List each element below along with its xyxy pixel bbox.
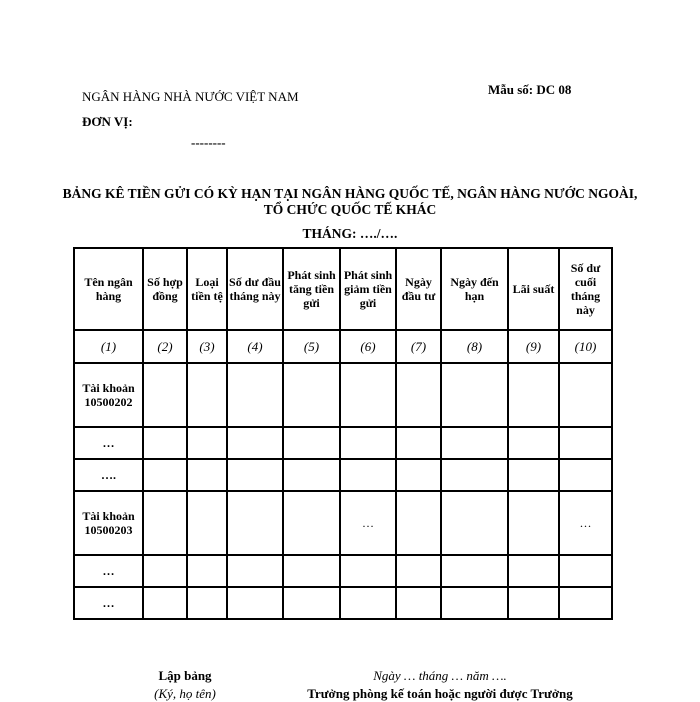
table-cell: [227, 459, 283, 491]
prepared-by-block: [130, 668, 240, 702]
table-cell: [143, 555, 187, 587]
table-cell: [283, 491, 340, 555]
table-cell: [227, 555, 283, 587]
table-cell: [559, 587, 612, 619]
table-cell: [187, 587, 227, 619]
table-cell: [187, 491, 227, 555]
column-number: (10): [559, 330, 612, 363]
column-number: (9): [508, 330, 559, 363]
chief-accountant-label: Trưởng phòng kế toán hoặc người được Trưởng: [307, 686, 573, 701]
bank-name-cell: …: [74, 587, 143, 619]
month-line: THÁNG: …./….: [302, 226, 398, 241]
table-row: [74, 427, 612, 459]
table-cell: [227, 587, 283, 619]
table-cell: [143, 459, 187, 491]
column-header: Loại tiền tệ: [187, 248, 227, 330]
table-row: [74, 587, 612, 619]
table-cell: [508, 555, 559, 587]
bank-name-cell: ….: [74, 459, 143, 491]
column-number: (3): [187, 330, 227, 363]
table-cell: [283, 363, 340, 427]
column-header: Phát sinh giảm tiền gửi: [340, 248, 396, 330]
table-cell: [340, 459, 396, 491]
table-cell: [508, 459, 559, 491]
table-cell: [187, 459, 227, 491]
column-header: Ngày đầu tư: [396, 248, 441, 330]
column-header: Số hợp đồng: [143, 248, 187, 330]
separator-dashes: --------: [191, 135, 226, 150]
table-cell: [187, 363, 227, 427]
column-header: Số dư đầu tháng này: [227, 248, 283, 330]
table-cell: [441, 459, 508, 491]
column-header: Lãi suất: [508, 248, 559, 330]
table-cell: [283, 555, 340, 587]
column-number: (2): [143, 330, 187, 363]
table-cell: [396, 363, 441, 427]
form-number: Mẫu số: DC 08: [488, 82, 572, 97]
table-cell: [508, 491, 559, 555]
table-cell: [227, 427, 283, 459]
column-number: (1): [74, 330, 143, 363]
table-cell: [508, 587, 559, 619]
table-cell: [143, 427, 187, 459]
approval-block: [290, 668, 590, 702]
column-number: (8): [441, 330, 508, 363]
table-cell: [143, 363, 187, 427]
table-cell: [227, 491, 283, 555]
unit-label: ĐƠN VỊ:: [82, 114, 133, 129]
bank-name-cell: Tài khoản 10500202: [74, 363, 143, 427]
column-number: (6): [340, 330, 396, 363]
table-cell: [396, 555, 441, 587]
deposit-table: [73, 247, 613, 620]
table-cell: [187, 555, 227, 587]
table-cell: [441, 427, 508, 459]
column-number: (7): [396, 330, 441, 363]
table-cell: [508, 363, 559, 427]
table-cell: [340, 363, 396, 427]
organization-name: NGÂN HÀNG NHÀ NƯỚC VIỆT NAM: [82, 89, 299, 104]
table-cell: [396, 427, 441, 459]
sign-note: (Ký, họ tên): [154, 686, 216, 701]
document-title: BẢNG KÊ TIỀN GỬI CÓ KỲ HẠN TẠI NGÂN HÀNG QUỐC TẾ, NGÂN HÀNG NƯỚC NGOÀI, TỔ CHỨC QUỐC TẾ KHÁC: [62, 186, 638, 217]
column-number: (5): [283, 330, 340, 363]
table-cell: …: [340, 491, 396, 555]
table-row: [74, 491, 612, 555]
column-header: Ngày đến hạn: [441, 248, 508, 330]
column-number-row: [74, 330, 612, 363]
date-line: Ngày … tháng … năm ….: [373, 668, 507, 683]
table-cell: [559, 427, 612, 459]
table-cell: [187, 427, 227, 459]
bank-name-cell: …: [74, 555, 143, 587]
table-cell: [283, 587, 340, 619]
prepared-by-label: Lập bảng: [158, 668, 212, 683]
table-cell: [340, 555, 396, 587]
table-cell: [441, 587, 508, 619]
table-cell: [559, 363, 612, 427]
table-cell: …: [559, 491, 612, 555]
table-cell: [340, 587, 396, 619]
table-cell: [441, 555, 508, 587]
table-cell: [559, 459, 612, 491]
table-cell: [283, 459, 340, 491]
table-row: [74, 459, 612, 491]
table-cell: [283, 427, 340, 459]
table-cell: [396, 491, 441, 555]
table-cell: [396, 587, 441, 619]
table-cell: [508, 427, 559, 459]
column-header: Tên ngân hàng: [74, 248, 143, 330]
table-header-row: [74, 248, 612, 330]
bank-name-cell: Tài khoản 10500203: [74, 491, 143, 555]
bank-name-cell: …: [74, 427, 143, 459]
column-number: (4): [227, 330, 283, 363]
table-cell: [227, 363, 283, 427]
table-row: [74, 363, 612, 427]
table-cell: [441, 363, 508, 427]
table-cell: [559, 555, 612, 587]
table-cell: [441, 491, 508, 555]
column-header: Số dư cuối tháng này: [559, 248, 612, 330]
table-cell: [396, 459, 441, 491]
table-cell: [143, 587, 187, 619]
table-cell: [340, 427, 396, 459]
table-cell: [143, 491, 187, 555]
column-header: Phát sinh tăng tiền gửi: [283, 248, 340, 330]
table-row: [74, 555, 612, 587]
